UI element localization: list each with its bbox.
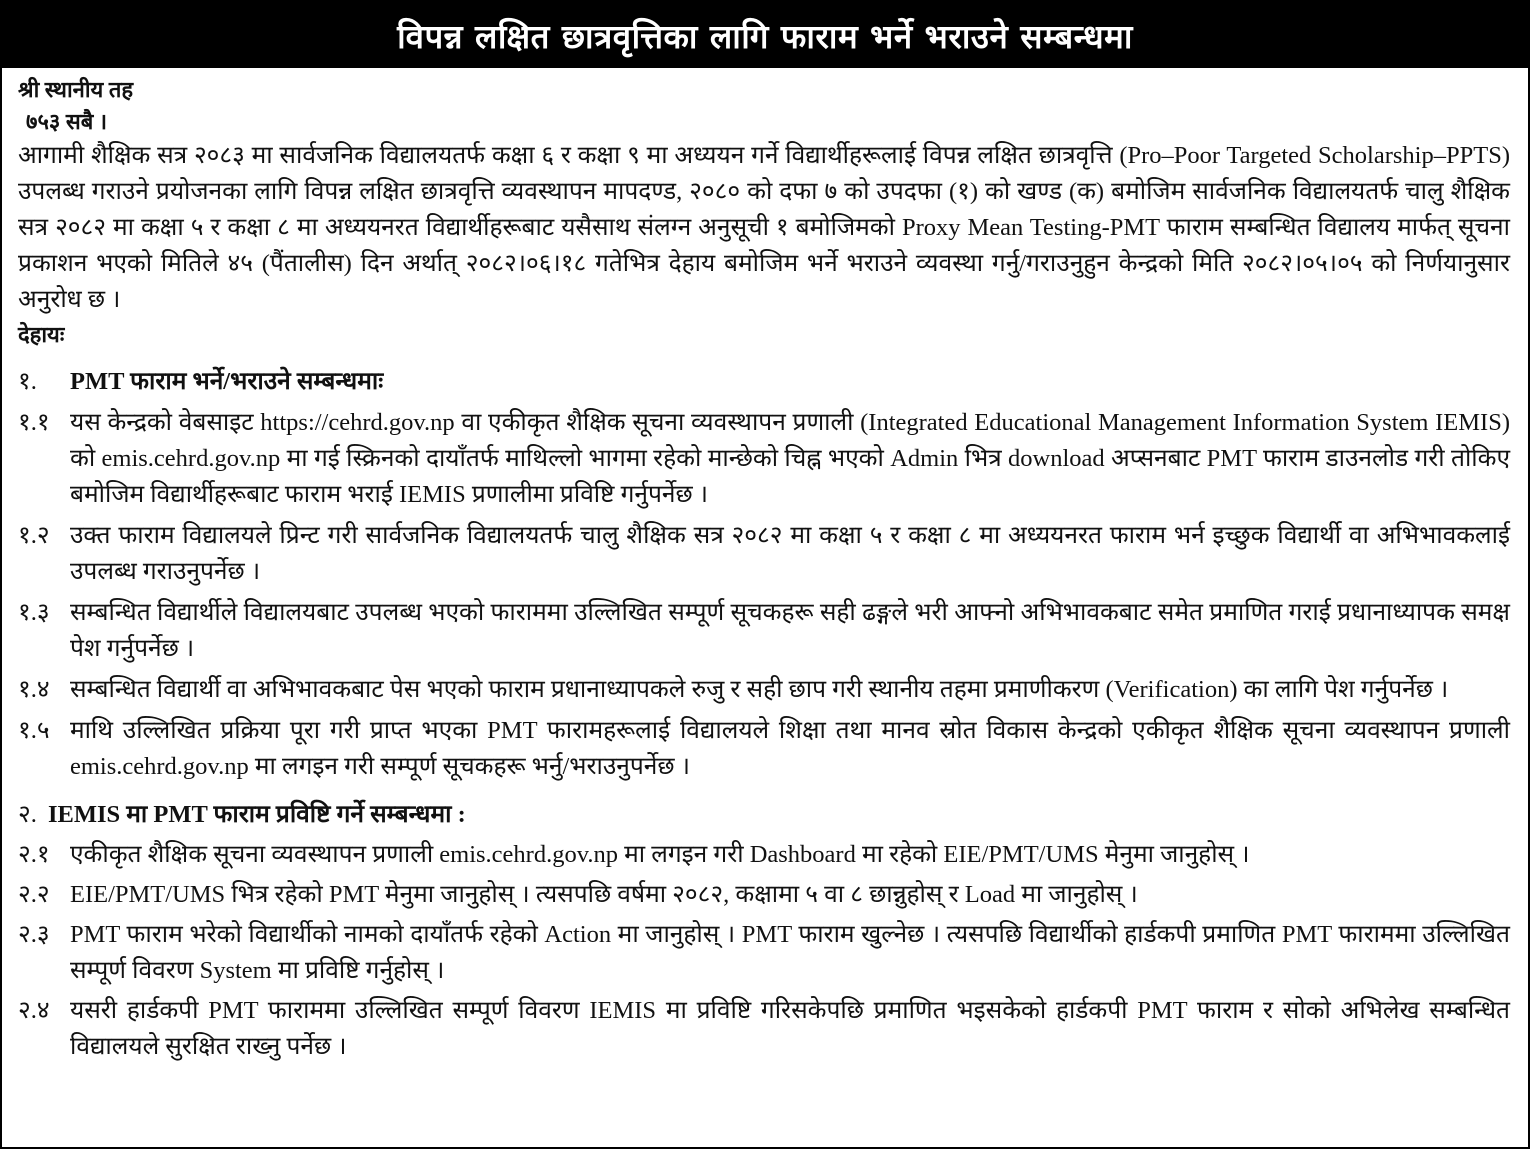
section-2-heading [18, 797, 1510, 833]
item-text: सम्बन्धित विद्यार्थी वा अभिभावकबाट पेस भएको फाराम प्रधानाध्यापकले रुजु र सही छाप गरी स्थानीय तहमा प्रमाणीकरण (Verification) का लागि पेश गर्नुपर्नेछ । [70, 676, 1449, 703]
item-number: २.३ [18, 921, 50, 948]
notice-body [2, 68, 1528, 1065]
item-text: माथि उल्लिखित प्रक्रिया पूरा गरी प्राप्त भएका PMT फारामहरूलाई विद्यालयले शिक्षा तथा मानव स्रोत विकास केन्द्रको एकीकृत शैक्षिक सूचना व्यवस्थापन प्रणाली emis.cehrd.gov.np मा लगइन गरी सम्पूर्ण सूचकहरू भर्नु/भराउनुपर्नेछ । [70, 717, 1510, 780]
list-item [18, 595, 1510, 667]
item-text: PMT फाराम भरेको विद्यार्थीको नामको दायाँतर्फ रहेको Action मा जानुहोस् । PMT फाराम खुल्नेछ । त्यसपछि विद्यार्थीको हार्डकपी प्रमाणित PMT फाराममा उल्लिखित सम्पूर्ण विवरण System मा प्रविष्टि गर्नुहोस् । [70, 921, 1510, 984]
item-text: यसरी हार्डकपी PMT फाराममा उल्लिखित सम्पूर्ण विवरण IEMIS मा प्रविष्टि गरिसकेपछि प्रमाणित भइसकेको हार्डकपी PMT फाराम र सोको अभिलेख सम्बन्धित विद्यालयले सुरक्षित राख्नु पर्नेछ । [70, 997, 1510, 1060]
list-item [18, 518, 1510, 590]
section-2-title: IEMIS मा PMT फाराम प्रविष्टि गर्ने सम्बन्धमा : [48, 801, 466, 828]
item-number: १.४ [18, 676, 50, 703]
section-1-heading [18, 364, 1510, 400]
item-number: १.२ [18, 522, 50, 549]
item-number: २.४ [18, 997, 50, 1024]
item-text: एकीकृत शैक्षिक सूचना व्यवस्थापन प्रणाली emis.cehrd.gov.np मा लगइन गरी Dashboard मा रहेको EIE/PMT/UMS मेनुमा जानुहोस् । [70, 841, 1250, 868]
list-item [18, 672, 1510, 708]
item-text: उक्त फाराम विद्यालयले प्रिन्ट गरी सार्वजनिक विद्यालयतर्फ चालु शैक्षिक सत्र २०८२ मा कक्षा ५ र कक्षा ८ मा अध्ययनरत फाराम भर्न इच्छुक विद्यार्थी वा अभिभावकलाई उपलब्ध गराउनुपर्नेछ । [70, 522, 1510, 585]
addressee-line-1: श्री स्थानीय तह [18, 77, 134, 102]
list-item [18, 877, 1510, 913]
item-number: २.१ [18, 841, 50, 868]
section-2-list [18, 837, 1510, 1065]
item-number: १.१ [18, 409, 50, 436]
notice-title: विपन्न लक्षित छात्रवृत्तिका लागि फाराम भर्ने भराउने सम्बन्धमा [397, 16, 1133, 56]
list-item [18, 917, 1510, 989]
dehaya-label: देहायः [18, 322, 65, 347]
section-1-list [18, 405, 1510, 785]
addressee-line-2: ७५३ सबै । [26, 109, 108, 134]
section-1-title: PMT फाराम भर्ने/भराउने सम्बन्धमाः [70, 368, 384, 395]
section-1-number: १. [18, 368, 37, 395]
list-item [18, 837, 1510, 873]
intro-paragraph: आगामी शैक्षिक सत्र २०८३ मा सार्वजनिक विद्यालयतर्फ कक्षा ६ र कक्षा ९ मा अध्ययन गर्ने विद्यार्थीहरूलाई विपन्न लक्षित छात्रवृत्ति (Pro–Poor Targeted Scholarship–PPTS) उपलब्ध गराउने प्रयोजनका लागि विपन्न लक्षित छात्रवृत्ति व्यवस्थापन मापदण्ड, २०८० को दफा ७ को उपदफा (१) को खण्ड (क) बमोजिम सार्वजनिक विद्यालयतर्फ चालु शैक्षिक सत्र २०८२ मा कक्षा ५ र कक्षा ८ मा अध्ययनरत विद्यार्थीहरूबाट यसैसाथ संलग्न अनुसूची १ बमोजिमको Proxy Mean Testing-PMT फाराम सम्बन्धित विद्यालय मार्फत् सूचना प्रकाशन भएको मितिले ४५ (पैंतालीस) दिन अर्थात् २०८२।०६।१८ गतेभित्र देहाय बमोजिम भर्ने भराउने व्यवस्था गर्नु/गराउनुहुन केन्द्रको मिति २०८२।०५।०५ को निर्णयानुसार अनुरोध छ । [18, 142, 1510, 313]
list-item [18, 405, 1510, 513]
section-2-number: २. [18, 801, 37, 828]
item-number: १.५ [18, 717, 50, 744]
item-text: EIE/PMT/UMS भित्र रहेको PMT मेनुमा जानुहोस् । त्यसपछि वर्षमा २०८२, कक्षामा ५ वा ८ छान्नुहोस् र Load मा जानुहोस् । [70, 881, 1138, 908]
item-number: १.३ [18, 599, 50, 626]
item-text: यस केन्द्रको वेबसाइट https://cehrd.gov.np वा एकीकृत शैक्षिक सूचना व्यवस्थापन प्रणाली (Integrated Educational Management Information System IEMIS) को emis.cehrd.gov.np मा गई स्क्रिनको दायाँतर्फ माथिल्लो भागमा रहेको मान्छेको चिह्न भएको Admin भित्र download अप्सनबाट PMT फाराम डाउनलोड गरी तोकिए बमोजिम विद्यार्थीहरूबाट फाराम भराई IEMIS प्रणालीमा प्रविष्टि गर्नुपर्नेछ । [70, 409, 1510, 508]
notice-title-bar [2, 2, 1528, 68]
item-text: सम्बन्धित विद्यार्थीले विद्यालयबाट उपलब्ध भएको फाराममा उल्लिखित सम्पूर्ण सूचकहरू सही ढङ्गले भरी आफ्नो अभिभावकबाट समेत प्रमाणित गराई प्रधानाध्यापक समक्ष पेश गर्नुपर्नेछ । [70, 599, 1510, 662]
list-item [18, 993, 1510, 1065]
item-number: २.२ [18, 881, 50, 908]
list-item [18, 713, 1510, 785]
